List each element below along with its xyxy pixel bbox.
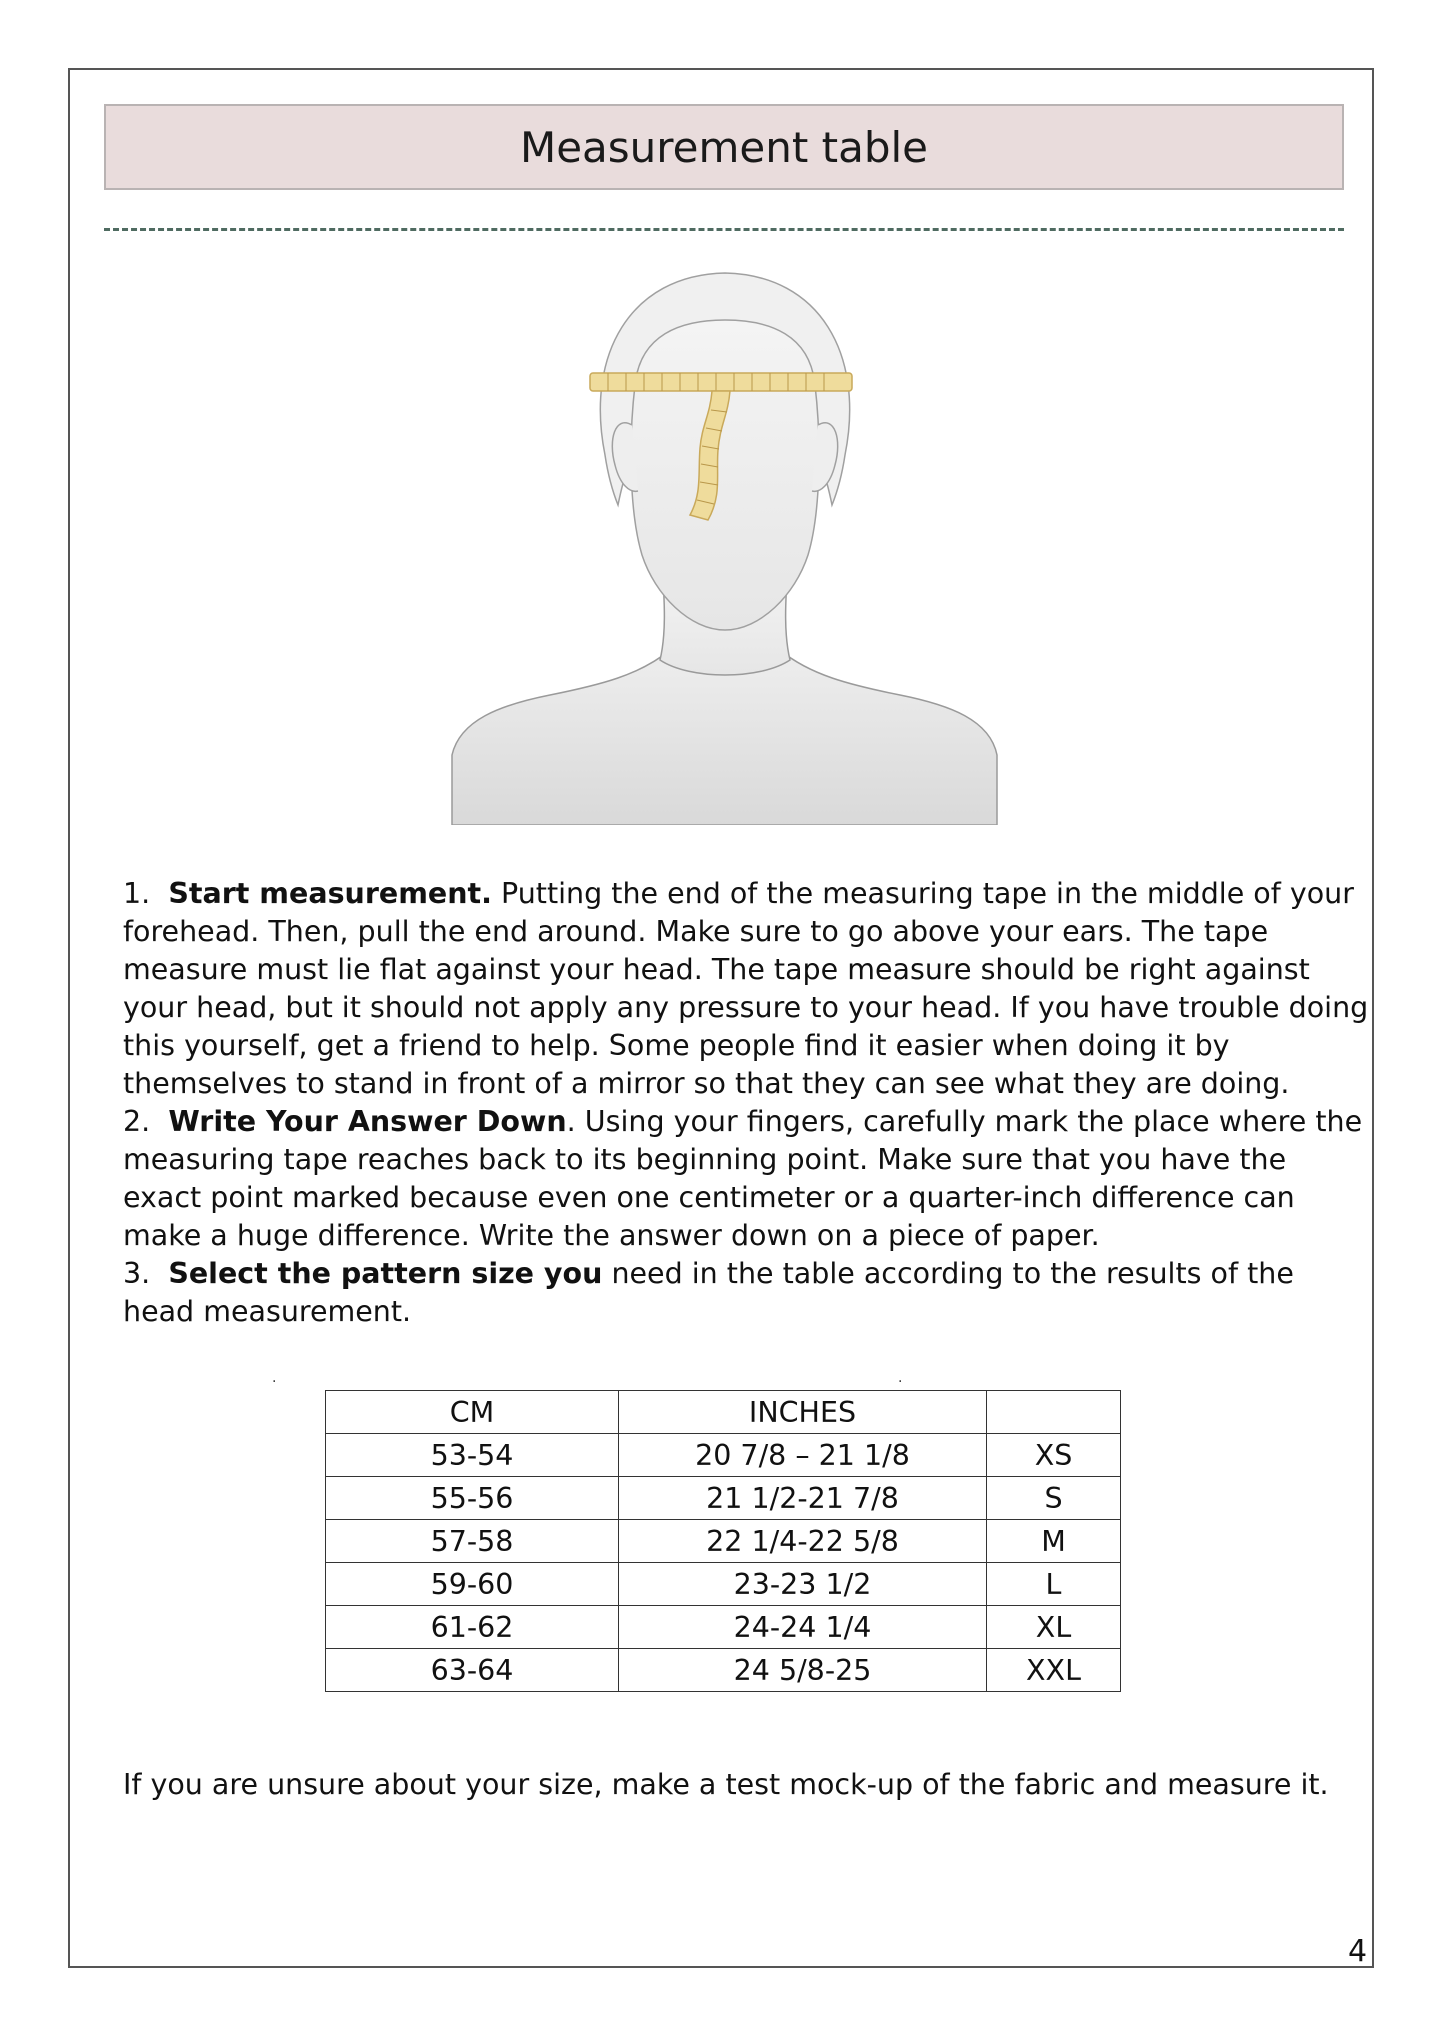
face-shape [631, 320, 819, 630]
stray-dot: . [272, 1370, 277, 1386]
cell-cm: 55-56 [326, 1477, 619, 1520]
cell-cm: 59-60 [326, 1563, 619, 1606]
cell-inches: 21 1/2-21 7/8 [619, 1477, 987, 1520]
header-size [987, 1391, 1121, 1434]
cell-inches: 20 7/8 – 21 1/8 [619, 1434, 987, 1477]
head-measurement-illustration [440, 265, 1010, 825]
cell-size: XL [987, 1606, 1121, 1649]
page-number: 4 [1348, 1934, 1368, 1969]
step-heading: Write Your Answer Down [168, 1105, 567, 1138]
cell-inches: 24 5/8-25 [619, 1649, 987, 1692]
cell-inches: 23-23 1/2 [619, 1563, 987, 1606]
cell-size: S [987, 1477, 1121, 1520]
table-row [326, 1434, 1121, 1477]
header-inches: INCHES [619, 1391, 987, 1434]
table-row [326, 1563, 1121, 1606]
table-row [326, 1649, 1121, 1692]
step-1 [123, 875, 1373, 1103]
step-text: need in the table according to the results of the head measurement. [123, 1257, 1294, 1328]
step-number: 2. [123, 1105, 151, 1138]
cell-cm: 53-54 [326, 1434, 619, 1477]
table-row [326, 1606, 1121, 1649]
step-3 [123, 1255, 1373, 1331]
cell-cm: 63-64 [326, 1649, 619, 1692]
cell-inches: 22 1/4-22 5/8 [619, 1520, 987, 1563]
stray-dot: . [898, 1370, 903, 1386]
tape-band [590, 373, 852, 391]
cell-size: XXL [987, 1649, 1121, 1692]
step-text: Putting the end of the measuring tape in the middle of your forehead. Then, pull the end around. Make sure to go above your ears. The tape measure must lie flat against your head. The tape measure should be right against your head, but it should not apply any pressure to your head. If you have trouble doing this yourself, get a friend to help. Some people find it easier when doing it by themselves to stand in front of a mirror so that they can see what they are doing. [123, 877, 1369, 1100]
step-heading: Start measurement. [168, 877, 492, 910]
step-number: 3. [123, 1257, 151, 1290]
cell-size: XS [987, 1434, 1121, 1477]
cell-cm: 57-58 [326, 1520, 619, 1563]
cell-cm: 61-62 [326, 1606, 619, 1649]
cell-size: M [987, 1520, 1121, 1563]
cell-inches: 24-24 1/4 [619, 1606, 987, 1649]
table-header-row [326, 1391, 1121, 1434]
size-table [325, 1390, 1121, 1692]
page-title: Measurement table [519, 122, 929, 172]
title-banner [104, 104, 1344, 190]
footer-note: If you are unsure about your size, make a test mock-up of the fabric and measure it. [123, 1768, 1329, 1801]
step-number: 1. [123, 877, 151, 910]
header-cm: CM [326, 1391, 619, 1434]
dashed-divider [104, 228, 1344, 231]
cell-size: L [987, 1563, 1121, 1606]
step-text: . Using your fingers, carefully mark the place where the measuring tape reaches back to its beginning point. Make sure that you have the exact point marked because even one centimeter or a quarter-inch difference can make a huge difference. Write the answer down on a piece of paper. [123, 1105, 1363, 1252]
table-row [326, 1520, 1121, 1563]
instructions [123, 875, 1373, 1331]
step-heading: Select the pattern size you [168, 1257, 603, 1290]
step-2 [123, 1103, 1373, 1255]
table-row [326, 1477, 1121, 1520]
